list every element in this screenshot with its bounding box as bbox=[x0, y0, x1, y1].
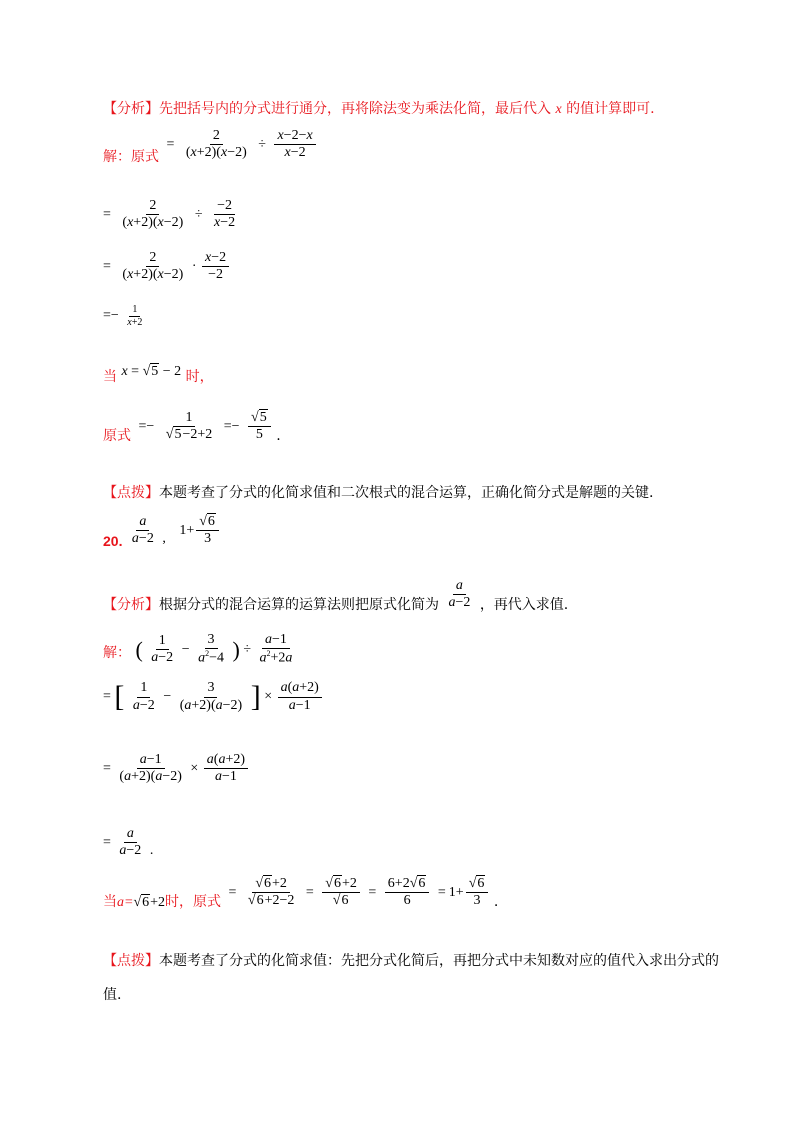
when-suffix: 时， bbox=[185, 369, 214, 385]
when-suffix-20: 时，原式 bbox=[165, 893, 222, 910]
solution-20-step-1 bbox=[103, 632, 297, 667]
analysis-tag: 【分析】 bbox=[103, 101, 159, 117]
substitution-line-20: 当a=√6+2时，原式 = $\frac{√6+2}{√6+2-2}$ = $\frac{√6+2}{√6}$ = $\frac{6+2√6}{6}$ = 1+ $\frac{√6}{3}$ . bbox=[103, 876, 499, 910]
note-tag-20: 【点拨】 bbox=[103, 953, 159, 969]
note-line-19 bbox=[103, 482, 653, 502]
substitution-formula: x = √5 − 2 bbox=[121, 364, 182, 379]
analysis-text-2: 的值计算即可. bbox=[566, 101, 655, 117]
formula-step-1: = $\frac{2}{(x+2)(x-2)}$ ÷ $\frac{x-2-x}{x-2}$ bbox=[163, 137, 317, 152]
analysis-text-20b: ，再代入求值. bbox=[479, 596, 569, 613]
note-text-20: 本题考查了分式的化简求值：先把分式化简后，再把分式中未知数对应的值代入求出分式的 bbox=[159, 953, 719, 969]
note-line-20 bbox=[103, 950, 719, 970]
when-prefix: 当 bbox=[103, 369, 117, 385]
result-line-19: 原式 =− $\frac{1}{√5-2+2}$ =− $\frac{√5}{5}$ . bbox=[103, 410, 281, 444]
formula-20-step-1: ( $\frac{1}{a-2}$ − $\frac{3}{a^2-4}$ ) ÷ $\frac{a-1}{a^2+2a}$ bbox=[135, 632, 293, 666]
solution-step-3: = $\frac{2}{(x+2)(x-2)}$ · $\frac{x-2}{-2}$ bbox=[103, 250, 231, 283]
solution-20-step-3: = $\frac{a-1}{(a+2)(a-2)}$ × $\frac{a(a+2)}{a-1}$ bbox=[103, 752, 250, 785]
solution-label-20: 解： bbox=[103, 644, 131, 661]
answer-line-20 bbox=[103, 514, 221, 547]
solution-20-step-2: = [ $\frac{1}{a-2}$ − $\frac{3}{(a+2)(a-2)}$ ] × $\frac{a(a+2)}{a-1}$ bbox=[103, 680, 324, 714]
analysis-text: 先把括号内的分式进行通分，再将除法变为乘法化简，最后代入 bbox=[159, 101, 551, 117]
problem-number: 20. bbox=[103, 532, 123, 549]
analysis-tag-20: 【分析】 bbox=[103, 596, 159, 613]
result-label: 原式 bbox=[103, 427, 131, 444]
solution-step-1 bbox=[103, 128, 318, 165]
note-line-20b bbox=[103, 984, 121, 1004]
note-text: 本题考查了分式的化简求值和二次根式的混合运算，正确化简分式是解题的关键. bbox=[159, 485, 654, 501]
result-formula: =− $\frac{1}{√5-2+2}$ =− $\frac{√5}{5}$ bbox=[135, 419, 276, 434]
solution-step-2: = $\frac{2}{(x+2)(x-2)}$ ÷ $\frac{-2}{x-2}$ bbox=[103, 198, 236, 231]
solution-step-4: =− $\frac{1}{x+2}$ bbox=[103, 304, 143, 328]
result-formula-20: = $\frac{√6+2}{√6+2-2}$ = $\frac{√6+2}{√6}$ = $\frac{6+2√6}{6}$ = 1+ $\frac{√6}{3}$ bbox=[226, 885, 494, 900]
analysis-text-20: 根据分式的混合运算的运算法则把原式化简为 bbox=[159, 596, 439, 613]
solution-20-step-4: = $\frac{a}{a-2}$ . bbox=[103, 826, 154, 859]
answer-formula: $\frac{a}{a-2}$ , 1+ $\frac{√6}{3}$ bbox=[127, 523, 221, 538]
when-text-20: 当 bbox=[103, 893, 117, 910]
note-tag: 【点拨】 bbox=[103, 485, 159, 501]
analysis-line-19 bbox=[103, 98, 655, 118]
analysis-line-20: 【分析】根据分式的混合运算的运算法则把原式化简为 $\frac{a}{a-2}$ ，再代入求值. bbox=[103, 578, 569, 613]
substitution-line-19 bbox=[103, 360, 214, 385]
note-text-20b: 值. bbox=[103, 987, 122, 1003]
when-eq-20: a= bbox=[117, 894, 134, 910]
solution-label: 解：原式 bbox=[103, 148, 159, 165]
analysis-var: x bbox=[555, 102, 562, 117]
